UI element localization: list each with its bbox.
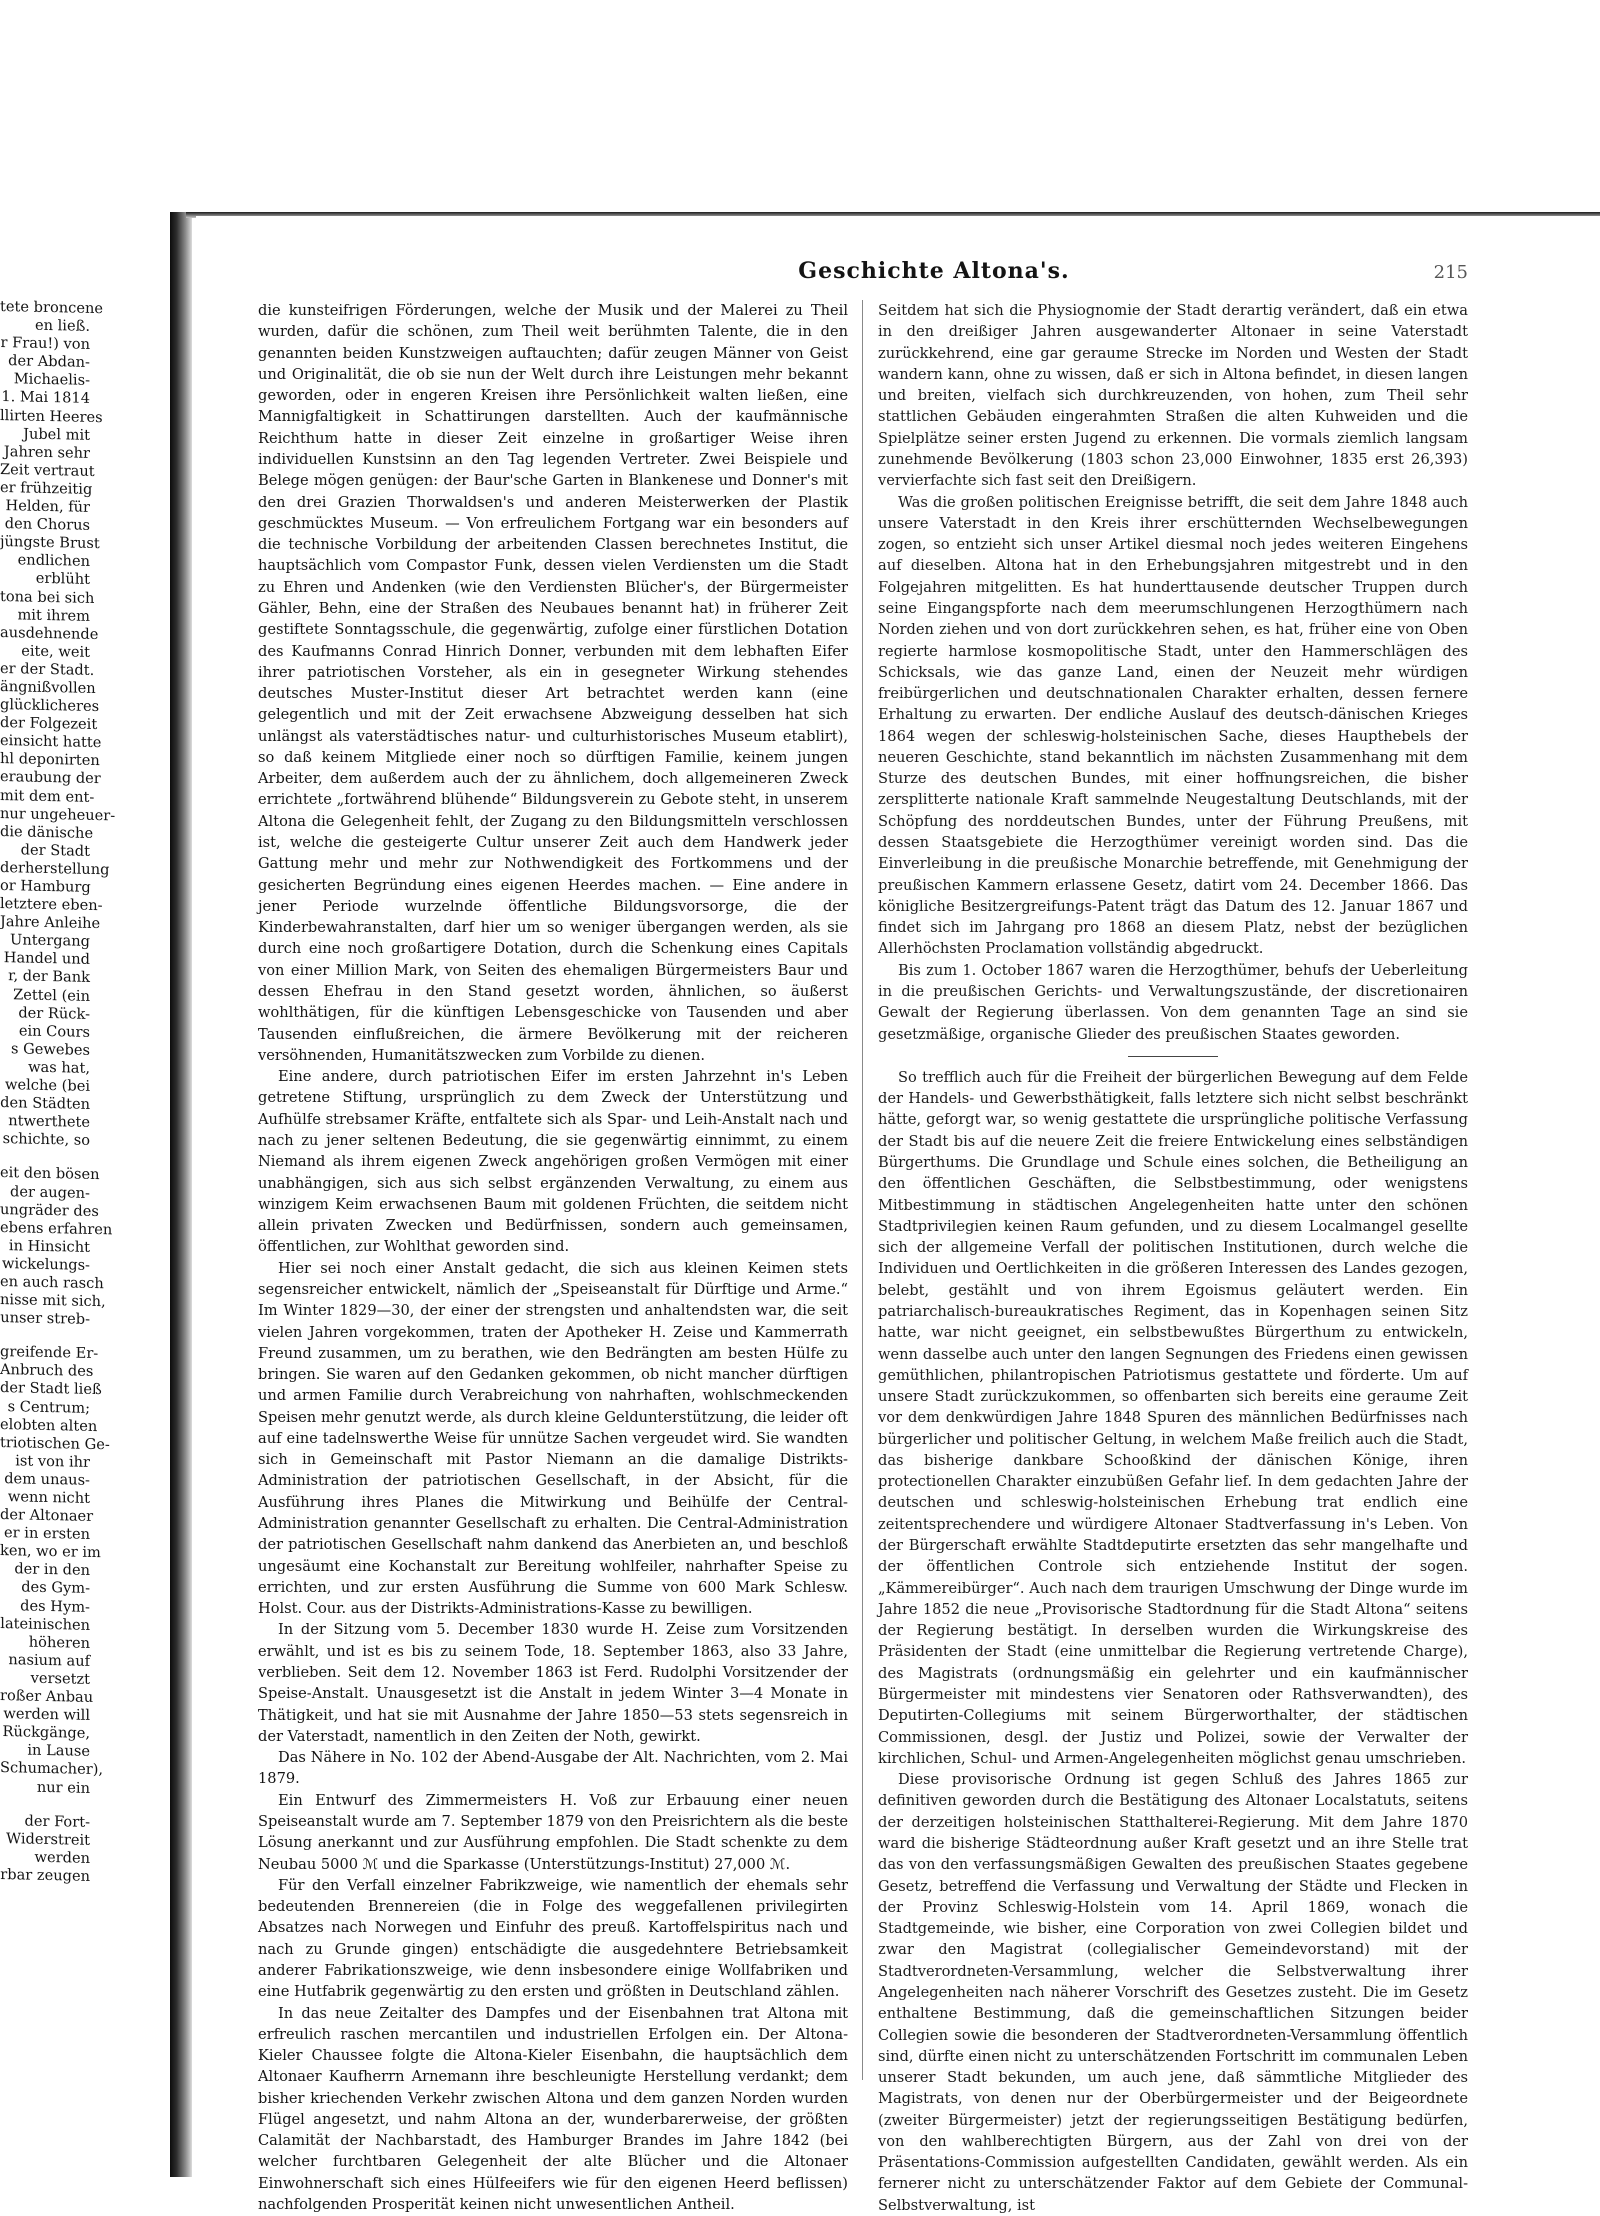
previous-page-line: en ließ. <box>34 316 90 335</box>
previous-page-line: ängnißvollen <box>0 677 96 697</box>
paragraph: Eine andere, durch patriotischen Eifer im ersten Jahrzehnt in's Leben getretene Stiftung, ursprünglich zu dem Zweck der Unterstützung und Aufhülfe strebsamer Kräfte, entfaltete sich als Spar- und Leih-Anstalt nach und nach zu jener seltenen Bedeutung, die sie gegenwärtig einnimmt, zu einem Niemand als ihrem eigenen Zweck angehörigen großen Vermögen mit einer unabhängigen, sich aus sich selbst ergänzenden Verwaltung, zu einem aus winzigem Keim erwachsenen Baum mit goldenen Früchten, die seitdem nicht allein privaten Zwecken und Bedürfnissen, sondern auch gemeinsamen, öffentlichen, zur Wohlthat geworden sind. <box>258 1068 848 1256</box>
previous-page-line: eite, weit <box>21 642 90 661</box>
previous-page-line: des Gym- <box>21 1578 90 1598</box>
previous-page-line: jüngste Brust <box>0 533 100 553</box>
paragraph: So trefflich auch für die Freiheit der bürgerlichen Bewegung auf dem Felde der Handels- und Gewerbsthätigkeit, falls letztere sich nicht selbst beschränkt hätte, geforgt war, so wenig gestattete die ursprüngliche politische Verfassung der Stadt bis auf die neuere Zeit die freiere Entwickelung eines selbständigen Bürgerthums. Die Grundlage und Schule eines solchen, die Betheiligung an den öffentlichen Geschäften, die Selbstbestimmung, oder wenigstens Mitbestimmung in städtischen Angelegenheiten hatte unter den schönen Stadtprivilegien keinen Raum gefunden, und zu diesem Localmangel gesellte sich der allgemeine Verfall der politischen Institutionen, durch welche die Individuen und Oertlichkeiten in die größeren Interessen des Landes gezogen, belebt, gestählt und von ihrem Egoismus geläutert werden. Ein patriarchalisch-bureaukratisches Regiment, das in Kopenhagen seinen Sitz hatte, war nicht geeignet, ein selbstbewußtes Bürgerthum zu entwickeln, wenn dasselbe auch unter den langen Segnungen des Friedens einen gewissen gemüthlichen, philantropischen Patriotismus gestattete und förderte. Um auf unsere Stadt zurückzukommen, so offenbarten sich bereits eine geraume Zeit vor dem denkwürdigen Jahre 1848 Spuren des männlichen Bedürfnisses nach bürgerlicher und politischer Geltung, in welchem Maße freilich auch die Stadt, das bisherige dankbare Schooßkind der dänischen Könige, ihren protectionellen Charakter einzubüßen Gefahr lief. In dem gedachten Jahre der deutschen und schleswig-holsteinischen Erhebung trat endlich eine zeitentsprechendere und würdigere Altonaer Stadtverfassung in's Leben. Von der Bürgerschaft erwählte Stadtdeputirte ersetzten das sehr mangelhafte und der öffentlichen Controle sich entziehende Institut der sogen. „Kämmereibürger“. Auch nach dem traurigen Umschwung der Dinge wurde im Jahre 1852 die neue „Provisorische Stadtordnung für die Stadt Altona“ seitens der Regierung bestätigt. In derselben wurden die Wirkungskreise des Präsidenten der Stadt (eine unmittelbar die Regierung vertretende Charge), des Magistrats (ordnungsmäßig ein gelehrter und ein kaufmännischer Bürgermeister mit mindestens vier Senatoren oder Rathsverwandten), des Deputirten-Collegiums mit seinem Bürgerworthalter, der städtischen Commissionen, desgl. der Justiz und Polizei, sowie der Verwalter der kirchlichen, Schul- und Armen-Angelegenheiten möglichst genau umschrieben. <box>878 1068 1468 1767</box>
previous-page-line: Jubel mit <box>23 425 90 444</box>
previous-page-line: triotischen Ge- <box>0 1433 110 1454</box>
previous-page-line: elobten alten <box>0 1415 98 1435</box>
paragraph: Bis zum 1. October 1867 waren die Herzogthümer, behufs der Ueberleitung in die preußischen Gerichts- und Verwaltungszustände, der discretionairen Gewalt der Regierung überlassen. Von dem genannten Tage an sind sie gesetzmäßige, organische Glieder des preußischen Staates geworden. <box>878 961 1468 1043</box>
previous-page-line: derherstellung <box>0 858 110 879</box>
previous-page-line: Untergang <box>10 931 90 951</box>
previous-page-line: s Centrum; <box>7 1397 90 1417</box>
previous-page-line: der Folgezeit <box>0 714 98 734</box>
previous-page-line: der Altonaer <box>0 1506 94 1526</box>
previous-page-line: nur ungeheuer- <box>0 804 116 825</box>
previous-page-line: er frühzeitig <box>0 478 93 498</box>
previous-page-line: mit ihrem <box>17 605 90 625</box>
paragraph: In der Sitzung vom 5. December 1830 wurde H. Zeise zum Vorsitzenden erwählt, und ist es bis zu seinem Tode, 18. September 1863, also 33 Jahre, verblieben. Seit dem 12. November 1863 ist Ferd. Rudolphi Vorsitzender der Speise-Anstalt. Unausgesetzt ist die Anstalt in jedem Winter 3—4 Monate in Thätigkeit, und hat sie mit Ausnahme der Jahre 1850—53 stets segensreich in der Vaterstadt, namentlich in den Zeiten der Noth, gewirkt. <box>258 1621 848 1745</box>
previous-page-line: rbar zeugen <box>0 1865 90 1885</box>
previous-page-line: die dänische <box>0 822 94 842</box>
previous-page-line: was hat, <box>28 1058 90 1077</box>
previous-page-line: Zettel (ein <box>13 985 90 1005</box>
running-header-title: Geschichte Altona's. <box>798 258 1070 284</box>
right-column <box>878 300 1468 2216</box>
previous-page-line: werden will <box>3 1705 90 1725</box>
previous-page-line: nisse mit sich, <box>0 1291 106 1311</box>
previous-page-line: versetzt <box>30 1669 90 1688</box>
previous-page-line: greifende Er- <box>0 1343 99 1363</box>
previous-page-line: nasium auf <box>8 1651 90 1670</box>
previous-page-line: werden <box>34 1848 90 1867</box>
previous-page-line: Jahre Anleihe <box>0 913 101 933</box>
previous-page-line: Rückgänge, <box>2 1723 90 1743</box>
previous-page-line: or Hamburg <box>0 877 91 896</box>
left-column <box>258 300 848 2215</box>
previous-page-line: r Frau!) von <box>0 334 90 354</box>
previous-page-line: tete broncene <box>0 298 103 318</box>
previous-page-line: der augen- <box>9 1182 90 1202</box>
previous-page-fragment <box>0 298 116 2080</box>
previous-page-line: erblüht <box>35 570 90 589</box>
previous-page-line: Schumacher), <box>0 1759 104 1779</box>
previous-page-line: höheren <box>28 1633 90 1652</box>
previous-page-line: der Rück- <box>18 1004 90 1023</box>
previous-page-block-c <box>0 1343 110 1797</box>
previous-page-line: der Stadt <box>20 841 90 860</box>
previous-page-line: Zeit vertraut <box>0 460 95 480</box>
previous-page-line: wickelungs- <box>1 1254 90 1274</box>
previous-page-line: in Hinsicht <box>8 1236 90 1256</box>
previous-page-line: wenn nicht <box>7 1488 90 1507</box>
previous-page-line: tona bei sich <box>0 587 95 607</box>
previous-page-line: mit dem ent- <box>0 786 95 806</box>
previous-page-block-a <box>0 298 116 1150</box>
previous-page-line: einsicht hatte <box>0 732 102 752</box>
previous-page-line: llirten Heeres <box>0 406 103 426</box>
paragraph: Seitdem hat sich die Physiognomie der Stadt derartig verändert, daß ein etwa in den dreißiger Jahren ausgewanderter Altonaer in seine Vaterstadt zurückkehrend, eine gar geraume Strecke im Norden und Westen der Stadt wandern kann, ohne zu wissen, daß er sich in Altona befindet, in diesen langen und breiten, vielfach sich durchkreuzenden, von hohen, zum Theil sehr stattlichen Gebäuden eingerahmten Straßen die alten Kuhweiden und die Spielplätze seiner ersten Jugend zu erkennen. Die vormals ziemlich langsam zunehmende Bevölkerung (1803 schon 23,000 Einwohner, 1835 erst 26,393) vervierfachte sich fast seit den Dreißigern. <box>878 302 1468 490</box>
paragraph: Für den Verfall einzelner Fabrikzweige, wie namentlich der ehemals sehr bedeutenden Brennereien (die in Folge des weggefallenen privilegirten Absatzes nach Norwegen und Einfuhr des preuß. Kartoffelspiritus nach und nach zu Grunde gingen) entschädigte die ausgedehntere Betriebsamkeit anderer Fabrikationszweige, wie denn insbesondere einige Wollfabriken und eine Hutfabrik gegenwärtig zu den ersten und größten in Deutschland zählen. <box>258 1876 848 2001</box>
previous-page-line: schichte, so <box>2 1130 90 1150</box>
paragraph: Das Nähere in No. 102 der Abend-Ausgabe der Alt. Nachrichten, vom 2. Mai 1879. <box>258 1749 848 1788</box>
previous-page-line: roßer Anbau <box>0 1687 94 1706</box>
paragraph: Ein Entwurf des Zimmermeisters H. Voß zur Erbauung einer neuen Speiseanstalt wurde am 7. September 1879 von den Preisrichtern als die beste Lösung anerkannt und zur Ausführung empfohlen. Die Stadt schenkte zu dem Neubau 5000 ℳ und die Sparkasse (Unterstützungs-Institut) 27,000 ℳ. <box>258 1791 848 1873</box>
previous-page-line: Handel und <box>3 949 90 969</box>
previous-page-line: Michaelis- <box>13 370 90 390</box>
previous-page-line: ausdehnende <box>0 623 99 643</box>
previous-page-block-d <box>0 1812 88 1886</box>
previous-page-block-b <box>0 1164 113 1329</box>
previous-page-line: ein Cours <box>18 1022 90 1041</box>
previous-page-line: welche (bei <box>5 1076 90 1095</box>
previous-page-line: ken, wo er im <box>0 1542 101 1562</box>
previous-page-line: des Hym- <box>20 1596 90 1616</box>
previous-page-line: Jahren sehr <box>3 442 90 462</box>
previous-page-line: hl deponirten <box>0 750 100 770</box>
paragraph: In das neue Zeitalter des Dampfes und der Eisenbahnen trat Altona mit erfreulich raschen mercantilen und industriellen Erfolgen ein. Der Altona-Kieler Chaussee folgte die Altona-Kieler Eisenbahn, die hauptsächlich dem Altonaer Kaufherrn Arnemann ihre beschleunigte Herstellung verdankt; dem bisher kriechenden Verkehr zwischen Altona und dem ganzen Norden wurden Flügel angesetzt, und nahm Altona an der, wunderbarerweise, der größten Calamität der Nachbarstadt, des Hamburger Brandes im Jahre 1842 (bei welcher furchtbaren Gelegenheit der alte Blücher und die Altonaer Einwohnerschaft sich eines Hülfeeifers wie für den eigenen Heerd beflissen) nachfolgenden Prosperität keinen nicht unwesentlichen Antheil. <box>258 2004 848 2214</box>
previous-page-line: den Chorus <box>4 515 90 535</box>
previous-page-line: den Städten <box>0 1094 90 1114</box>
column-divider <box>862 300 863 2080</box>
paragraph: Was die großen politischen Ereignisse betrifft, die seit dem Jahre 1848 auch unsere Vaterstadt in den Kreis ihrer erschütternden Wechselbewegungen zogen, so entzieht sich unser Artikel diesmal noch jedes weiteren Eingehens auf dieselben. Altona hat in den Erhebungsjahren mitgestrebt und in den Folgejahren mitgelitten. Es hat hunderttausende deutscher Truppen durch seine Eingangspforte nach dem meerumschlungenen Herzogthümern nach Norden ziehen und von dort zurückkehren sehen, es hat, früher eine von Oben regierte harmlose kosmopolitische Stadt, unter den Hammerschlägen des Schicksals, wie das ganze Land, einen der Neuzeit mehr würdigen freibürgerlichen und deutschnationalen Charakter erhalten, dessen fernere Erhaltung zu erwarten. Der endliche Auslauf des deutsch-dänischen Krieges 1864 wegen der schleswig-holsteinischen Sache, dieses Haupthebels der neueren Geschichte, stand bekanntlich im nächsten Zusammenhang mit dem Sturze des deutschen Bundes, mit einer hoffnungsreichen, die bisher zersplitterte nationale Kraft sammelnde Neugestaltung Deutschlands, mit der Schöpfung des norddeutschen Bundes, unter der Führung Preußens, mit dessen Staatsgebiete die Herzogthümer vereinigt worden sind. Das die Einverleibung in die preußische Monarchie betreffende, mit Genehmigung der preußischen Kammern erlassene Gesetz, datirt vom 24. December 1866. Das königliche Besitzergreifungs-Patent trägt das Datum des 12. Januar 1867 und findet sich im Jahrgang pro 1868 an diesem Platz, nebst der bezüglichen Allerhöchsten Proclamation vollständig abgedruckt. <box>878 493 1468 958</box>
paragraph: Diese provisorische Ordnung ist gegen Schluß des Jahres 1865 zur definitiven geworden durch die Bestätigung des Altonaer Localstatuts, seitens der derzeitigen holsteinischen Statthalterei-Regierung. Mit dem Jahre 1870 ward die bisherige Städteordnung außer Kraft gesetzt und an ihre Stelle trat das von den verfassungsmäßigen Gewalten des preußischen Staates gegebene Gesetz, betreffend die Verfassung und Verwaltung der Städte und Flecken in der Provinz Schleswig-Holstein vom 14. April 1869, wonach die Stadtgemeinde, wie bisher, eine Corporation von zwei Collegien bildet und zwar den Magistrat (collegialischer Gemeindevorstand) mit der Stadtverordneten-Versammlung, welcher die Selbstverwaltung ihrer Angelegenheiten nach näherer Vorschrift des Gesetzes zusteht. Die im Gesetz enthaltene Bestimmung, daß die gemeinschaftlichen Sitzungen beider Collegien sowie die besonderen der Stadtverordneten-Versammlung öffentlich sind, dürfte einen nicht zu unterschätzenden Fortschritt im communalen Leben unserer Stadt bekunden, um auch jene, daß sämmtliche Mitglieder des Magistrats, von denen nur der Oberbürgermeister und der Beigeordnete (zweiter Bürgermeister) jetzt der regierungsseitigen Bestätigung bedürfen, von den wahlberechtigten Bürgern, aus der Zahl von drei von der Präsentations-Commission aufgestellten Candidaten, gewählt werden. Als ein fernerer nicht zu unterschätzender Faktor auf dem Gebiete der Communal-Selbstverwaltung, ist <box>878 1771 1468 2214</box>
previous-page-line: der in den <box>14 1560 90 1580</box>
previous-page-line: dem unaus- <box>4 1469 90 1489</box>
previous-page-line: eraubung der <box>0 768 101 788</box>
scan-background <box>192 0 1600 212</box>
previous-page-line: endlichen <box>17 551 90 571</box>
previous-page-line: in Lause <box>27 1741 90 1761</box>
previous-page-line: nur ein <box>36 1778 90 1797</box>
section-divider <box>1128 1056 1218 1057</box>
previous-page-line: ntwerthete <box>8 1112 90 1132</box>
previous-page-line: er der Stadt. <box>0 659 95 679</box>
previous-page-line: er in ersten <box>4 1524 90 1544</box>
previous-page-line: lateinischen <box>0 1614 90 1634</box>
previous-page-line: unser streb- <box>0 1309 90 1329</box>
previous-page-line: der Abdan- <box>8 352 90 372</box>
previous-page-line: en auch rasch <box>0 1272 104 1293</box>
page-number: 215 <box>1433 262 1468 283</box>
paragraph: Hier sei noch einer Anstalt gedacht, die sich aus kleinen Keimen stets segensreicher entwickelt, nämlich der „Speiseanstalt für Dürftige und Arme.“ Im Winter 1829—30, der einer der strengsten und anhaltendsten war, die seit vielen Jahren vorgekommen, traten der Apotheker H. Zeise und Kammerrath Freund zusammen, um zu berathen, wie den Bedrängten am besten Hülfe zu bringen. Sie waren auf den Gedanken gekommen, ob nicht mancher dürftigen und armen Familie durch Verabreichung von nahrhaften, wohlschmeckenden Speisen mehr genutzt werde, als durch kleine Geldunterstützung, die leider oft auf eine tadelnswerthe Weise für unnütze Sachen vergeudet wird. Sie wandten sich in Gemeinschaft mit Pastor Niemann an die damalige Distrikts-Administration der patriotischen Gesellschaft, in der Absicht, für die Ausführung ihres Planes die Mitwirkung und Beihülfe der Central-Administration genannter Gesellschaft zu erhalten. Die Central-Administration der patriotischen Gesellschaft nahm dankend das Anerbieten an, und beschloß ungesäumt eine Kochanstalt zur Bereitung wohlfeiler, nahrhafter Speise zu errichten, und zur ersten Ausführung die Summe von 600 Mark Schlesw. Holst. Cour. aus der Distrikts-Administrations-Kasse zu bewilligen. <box>258 1259 848 1618</box>
previous-page-line: Anbruch des <box>0 1361 94 1381</box>
paragraph: die kunsteifrigen Förderungen, welche der Musik und der Malerei zu Theil wurden, dafür die schönen, zum Theil weit berühmten Talente, die in den genannten beiden Kunstzweigen auftauchten; dafür zeugen Männer von Geist und Originalität, die ob sie nun der Welt durch ihre Leistungen mehr bekannt geworden, oder in engeren Kreisen ihre Persönlichkeit walten ließen, eine Mannigfaltigkeit in Schattirungen darstellten. Auch der kaufmännische Reichthum hatte in dieser Zeit einzelne in großartiger Weise ihren individuellen Kunstsinn an den Tag legenden Vertreter. Zwei Beispiele und Belege mögen genügen: der Baur'sche Garten in Blankenese und Donner's mit den drei Grazien Thorwaldsen's und anderen Meisterwerken der Plastik geschmücktes Museum. — Von erfreulichem Fortgang war ein besonders auf die technische Vorbildung der arbeitenden Classen berechnetes Institut, die hauptsächlich vom Compastor Funk, dessen vielen Verdiensten um die Stadt zu Ehren und Andenken (wie den Verdiensten Blücher's, der Bürgermeister Gähler, Behn, eine der Straßen des Neubaues benannt hat) in früherer Zeit gestiftete Sonntagsschule, die gegenwärtig, zufolge einer fürstlichen Dotation des Kaufmanns Conrad Hinrich Donner, verbunden mit dem lebhaften Eifer ihrer patriotischen Vorsteher, als ein in gesegneter Wirkung stehendes deutsches Muster-Institut dieser Art betrachtet werden kann (eine gelegentlich und mit der Zeit erwachsene Abzweigung desselben hat sich unlängst als vaterstädtisches natur- und culturhistorisches Museum etablirt), so daß keinem Mitgliede einer noch so dürftigen Familie, keinem jungen Arbeiter, dem außerdem auch der zu ähnlichem, doch allgemeineren Zweck errichtete „fortwährend blühende“ Bildungsverein zu Gebote steht, in unserem Altona die Gelegenheit fehlt, der Zugang zu den Bildungsmitteln verschlossen ist, welche die gesteigerte Cultur unserer Zeit auch dem Handwerk jeder Gattung mehr und mehr zur Nothwendigkeit des Fortkommens und der gesicherten Begründung eines eigenen Heerdes machen. — Eine andere in jener Periode wurzelnde öffentliche Bildungsvorsorge, die der Kinderbewahranstalten, darf hier um so weniger übergangen werden, als sie durch eine noch großartigere Dotation, durch die Schenkung eines Capitals von einer Million Mark, von Seiten des ehemaligen Bürgermeisters Baur und dessen Ehefrau in den Stand gesetzt worden, ähnlichen, so äußerst wohlthätigen, für die künftigen Lebensgeschicke von Tausenden und aber Tausenden einflußreichen, die ärmere Bevölkerung mit der reicheren versöhnenden, Humanitätszwecken zum Vorbilde zu dienen. <box>258 302 848 1064</box>
previous-page-line: Widerstreit <box>6 1829 90 1849</box>
previous-page-line: eit den bösen <box>0 1164 100 1184</box>
book-gutter <box>170 212 192 2177</box>
previous-page-line: letztere eben- <box>0 895 103 915</box>
previous-page-line: glücklicheres <box>0 696 100 716</box>
previous-page-line: 1. Mai 1814 <box>1 388 90 408</box>
previous-page-line: ungräder des <box>0 1200 99 1220</box>
previous-page-line: r, der Bank <box>8 967 90 987</box>
previous-page-line: der Stadt ließ <box>0 1379 102 1399</box>
previous-page-line: s Gewebes <box>10 1040 90 1059</box>
previous-page-line: Helden, für <box>5 497 90 516</box>
page <box>196 216 1600 2214</box>
previous-page-line: ist von ihr <box>15 1452 90 1471</box>
previous-page-line: ebens erfahren <box>0 1218 113 1239</box>
previous-page-line: der Fort- <box>24 1812 90 1831</box>
